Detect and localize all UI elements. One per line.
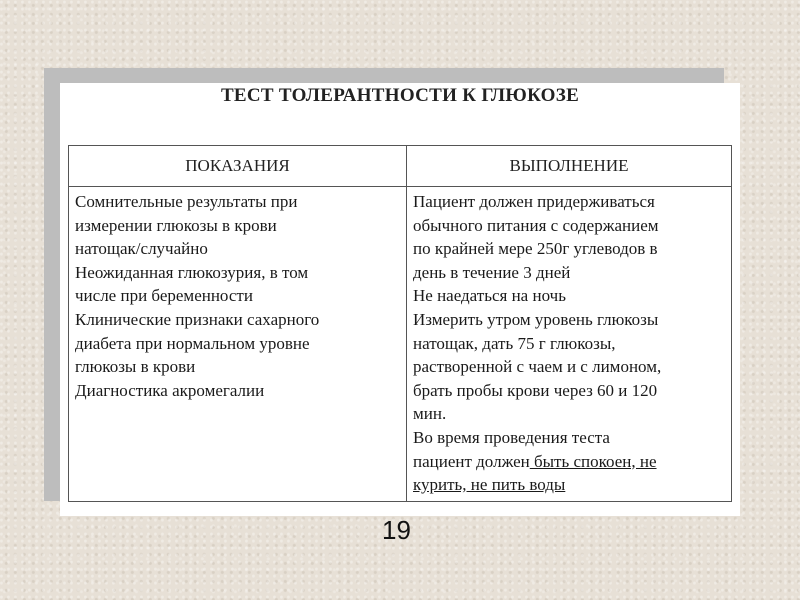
indication-line: натощак/случайно — [75, 239, 208, 259]
procedure-line: Не наедаться на ночь — [413, 286, 566, 306]
procedure-cell — [407, 187, 732, 502]
indication-line: глюкозы в крови — [75, 357, 196, 377]
header-procedure: ВЫПОЛНЕНИЕ — [407, 146, 732, 187]
indication-line: измерении глюкозы в крови — [75, 215, 277, 235]
procedure-line-underlined: быть спокоен, не — [529, 451, 657, 471]
procedure-line: Пациент должен придерживаться — [413, 192, 655, 211]
procedure-line: натощак, дать 75 г глюкозы, — [413, 333, 616, 353]
table-row — [69, 187, 732, 502]
indications-cell — [69, 187, 407, 502]
slide-title: ТЕСТ ТОЛЕРАНТНОСТИ К ГЛЮКОЗЕ — [220, 85, 580, 106]
indication-line: числе при беременности — [75, 286, 253, 306]
procedure-line: обычного питания с содержанием — [413, 215, 659, 235]
procedure-line-mixed — [413, 450, 726, 474]
procedure-line: Измерить утром уровень глюкозы — [413, 309, 659, 329]
procedure-line: день в течение 3 дней — [413, 262, 571, 282]
slide-card — [60, 83, 740, 516]
procedure-line: по крайней мере 250г углеводов в — [413, 239, 658, 259]
indication-line: Клинические признаки сахарного — [75, 309, 320, 329]
glucose-test-table — [68, 145, 732, 502]
indication-line: диабета при нормальном уровне — [75, 333, 310, 353]
procedure-line-mixed — [413, 473, 726, 497]
indication-line: Диагностика акромегалии — [75, 380, 265, 400]
procedure-line: мин. — [413, 404, 447, 424]
indication-line: Неожиданная глюкозурия, в том — [75, 262, 309, 282]
page-number: 19 — [382, 515, 411, 545]
procedure-line: растворенной с чаем и с лимоном, — [413, 357, 662, 377]
procedure-line-underlined: курить, не пить воды — [413, 475, 566, 495]
indication-line: Сомнительные результаты при — [75, 192, 298, 211]
table-header-row — [69, 146, 732, 187]
procedure-line: брать пробы крови через 60 и 120 — [413, 380, 658, 400]
header-indications: ПОКАЗАНИЯ — [69, 146, 407, 187]
procedure-line-prefix: пациент должен — [413, 451, 530, 471]
procedure-line: Во время проведения теста — [413, 427, 610, 447]
